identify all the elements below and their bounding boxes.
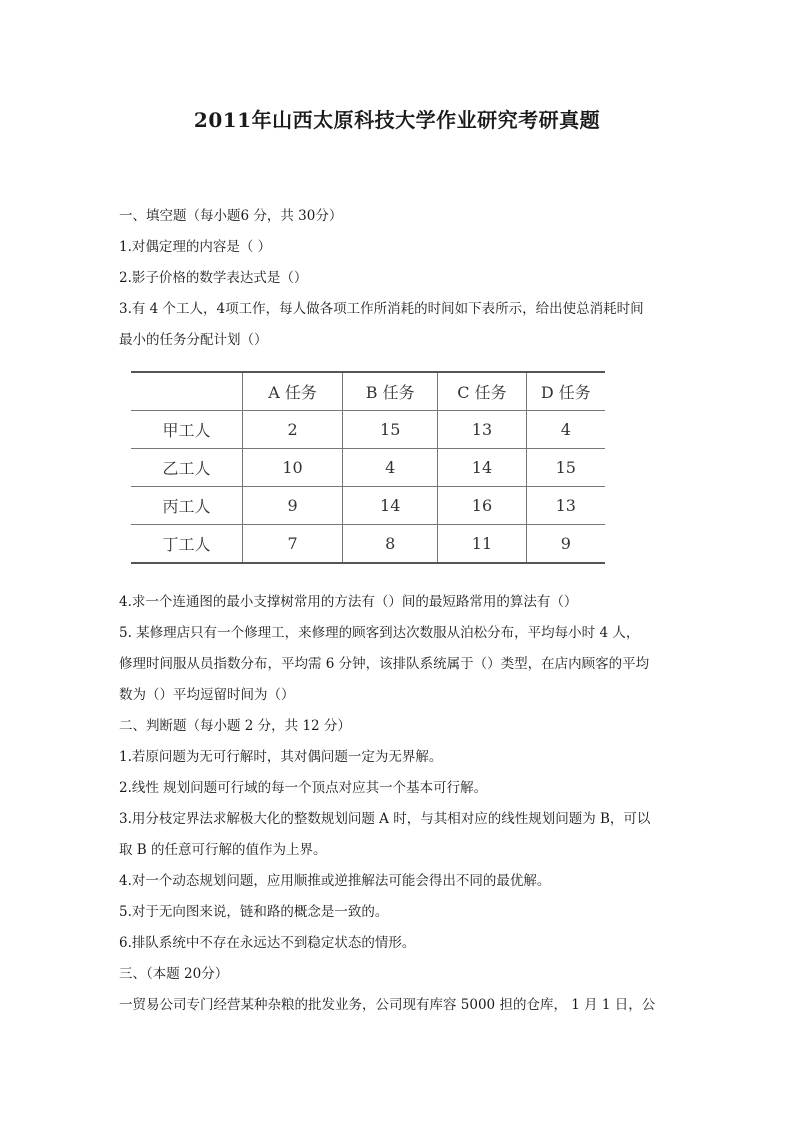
question-1-5-line2: 修理时间服从员指数分布，平均需 6 分钟，该排队系统属于（）类型，在店内顾客的平均 [119,656,650,672]
table-cell: 4 [343,449,438,487]
section2-heading: 二、判断题（每小题 2 分，共 12 分） [119,718,351,734]
question-2-4: 4.对一个动态规划问题，应用顺推或逆推解法可能会得出不同的最优解。 [119,873,551,889]
question-1-5-line1: 5. 某修理店只有一个修理工，来修理的顾客到达次数服从泊松分布，平均每小时 4 人， [119,625,640,641]
question-1-2: 2.影子价格的数学表达式是（） [119,270,308,286]
table-cell: 9 [242,487,342,525]
question-2-3-line2: 取 B 的任意可行解的值作为上界。 [119,842,327,858]
worker-label: 乙工人 [131,449,242,487]
questions-continued [119,587,681,1021]
table-cell: 14 [343,487,438,525]
table-cell: 9 [526,525,605,564]
table-row [131,525,605,564]
table-header-cell: A 任务 [242,372,342,411]
section1-heading: 一、填空题（每小题6 分，共 30分） [119,208,343,224]
table-row [131,487,605,525]
question-2-2: 2.线性 规划问题可行域的每一个顶点对应其一个基本可行解。 [119,780,488,796]
worker-label: 丙工人 [131,487,242,525]
table-cell: 13 [438,411,526,449]
worker-label: 甲工人 [131,411,242,449]
table-cell: 4 [526,411,605,449]
question-1-4: 4.求一个连通图的最小支撑树常用的方法有（）间的最短路常用的算法有（） [119,594,578,610]
table-cell: 15 [343,411,438,449]
page-title: 2011年山西太原科技大学作业研究考研真题 [193,108,601,132]
table-row [131,449,605,487]
table-cell: 8 [343,525,438,564]
table-cell: 2 [242,411,342,449]
table-header-cell: B 任务 [343,372,438,411]
table-row [131,411,605,449]
table-cell: 10 [242,449,342,487]
table-cell: 7 [242,525,342,564]
question-2-5: 5.对于无向图来说，链和路的概念是一致的。 [119,904,389,920]
question-2-6: 6.排队系统中不存在永远达不到稳定状态的情形。 [119,935,416,951]
table-header-row [131,372,605,411]
table-header-cell: D 任务 [526,372,605,411]
question-1-5-line3: 数为（）平均逗留时间为（） [119,687,295,703]
table-cell: 15 [526,449,605,487]
fill-in-section [119,201,681,356]
table-header-cell [131,372,242,411]
section3-text-line1: 一贸易公司专门经营某种杂粮的批发业务，公司现有库容 5000 担的仓库， 1 月 1 日，公 [119,997,656,1013]
table-header-cell: C 任务 [438,372,526,411]
table-cell: 16 [438,487,526,525]
question-1-1: 1.对偶定理的内容是（ ） [119,239,272,255]
task-assignment-table [131,371,605,564]
table-cell: 14 [438,449,526,487]
worker-label: 丁工人 [131,525,242,564]
table-cell: 13 [526,487,605,525]
question-2-1: 1.若原问题为无可行解时，其对偶问题一定为无界解。 [119,749,443,765]
question-1-3-line1: 3.有 4 个工人，4项工作，每人做各项工作所消耗的时间如下表所示，给出使总消耗时间 [119,301,644,317]
table-cell: 11 [438,525,526,564]
question-2-3-line1: 3.用分枝定界法求解极大化的整数规划问题 A 时，与其相对应的线性规划问题为 B，可以 [119,811,651,827]
section3-heading: 三、（本题 20分） [119,966,229,982]
question-1-3-line2: 最小的任务分配计划（） [119,332,268,348]
